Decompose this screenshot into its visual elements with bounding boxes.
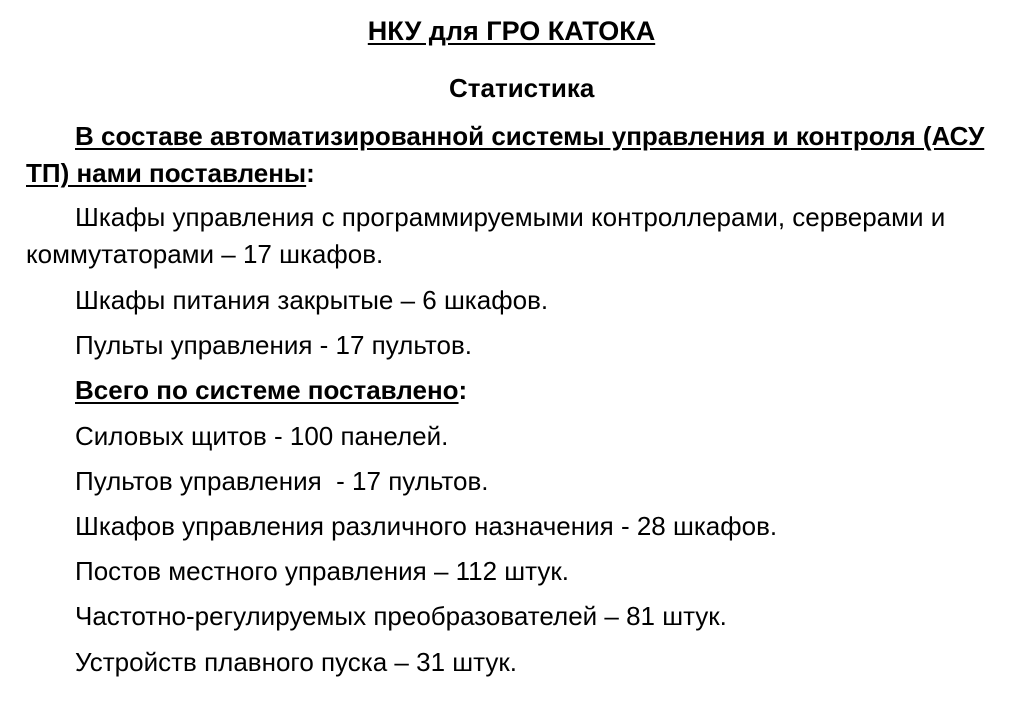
- section2-item-3: Шкафов управления различного назначения - 28 шкафов.: [75, 511, 778, 541]
- section2-item-5: Частотно-регулируемых преобразователей – 81 штук.: [75, 601, 727, 631]
- section1-heading-text: В составе автоматизированной системы управления и контроля (АСУ ТП) нами поставлены: [26, 121, 985, 188]
- section1-item-1: Шкафы управления с программируемыми контроллерами, серверами и коммутаторами – 17 шкафов.: [26, 202, 946, 269]
- section2-item-4: Постов местного управления – 112 штук.: [75, 556, 569, 586]
- section1-heading: [26, 118, 1006, 192]
- section2-item-6: Устройств плавного пуска – 31 штук.: [75, 647, 517, 677]
- section2-item-1: Силовых щитов - 100 панелей.: [75, 421, 449, 451]
- page-title: [0, 14, 1023, 48]
- section2-heading-colon: :: [458, 375, 468, 405]
- section1-heading-colon: :: [306, 158, 315, 188]
- section2-heading: [75, 373, 467, 407]
- section2-item-2: Пультов управления - 17 пультов.: [75, 466, 489, 496]
- section1-item-2: Шкафы питания закрытые – 6 шкафов.: [75, 285, 549, 315]
- page-subtitle: Статистика: [449, 73, 595, 103]
- page-title-text: НКУ для ГРО КАТОКА: [367, 16, 656, 46]
- section1-item-3: Пульты управления - 17 пультов.: [75, 330, 472, 360]
- section2-heading-text: Всего по системе поставлено: [75, 375, 459, 405]
